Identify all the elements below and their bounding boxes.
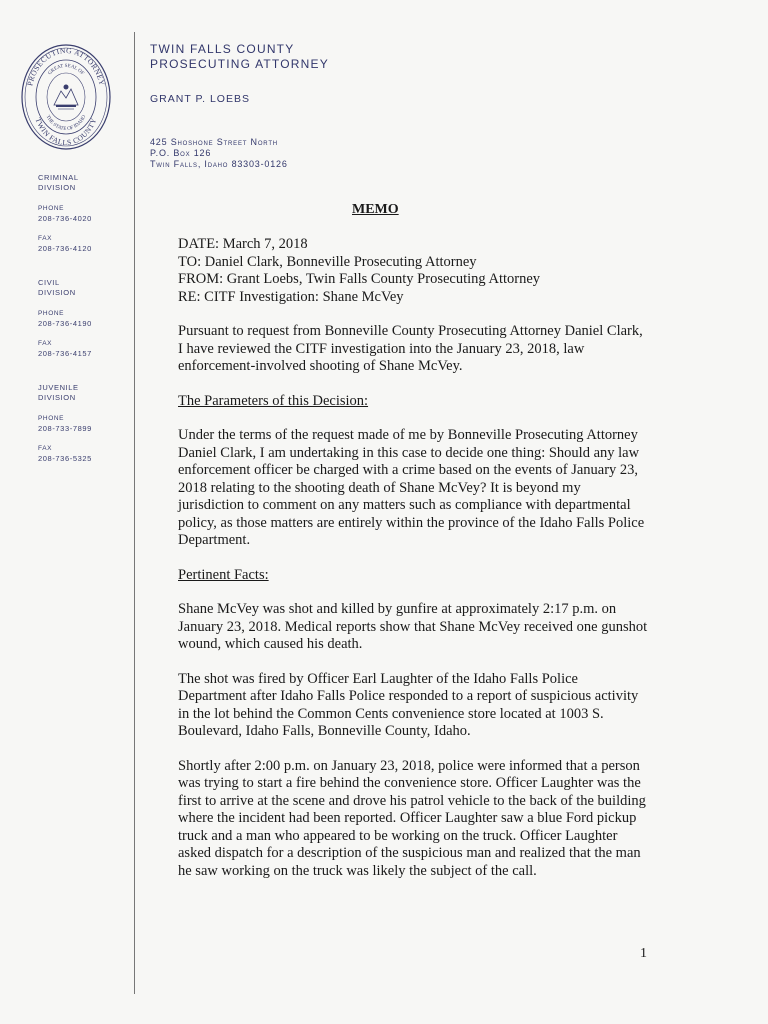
phone-number: 208-736-4020 (38, 214, 92, 223)
fax-label: FAX (38, 235, 53, 242)
juvenile-division-name (38, 383, 128, 403)
intro-paragraph: Pursuant to request from Bonneville County Prosecuting Attorney Daniel Clark, I have reviewed the CITF investigation into the January 23, 2018, law enforcement-involved shooting of Shane McVey. (178, 323, 643, 374)
fax-label: FAX (38, 445, 53, 452)
division-name-line1: CRIMINAL (38, 173, 79, 182)
facts-paragraph-1: Shane McVey was shot and killed by gunfire at approximately 2:17 p.m. on January 23, 2018. Medical reports show that Shane McVey received one gunshot wound, which caused his death. (178, 601, 648, 652)
criminal-phone (38, 204, 128, 224)
seal-emblem-icon (54, 85, 78, 110)
letterhead (150, 42, 329, 170)
address-line3: Twin Falls, Idaho 83303-0126 (150, 159, 288, 169)
division-name-line2: DIVISION (38, 183, 76, 192)
memo-from: FROM: Grant Loebs, Twin Falls County Prosecuting Attorney (178, 271, 541, 287)
seal-ring-bottom: TWIN FALLS COUNTY (33, 116, 99, 148)
memo-body (178, 236, 648, 880)
svg-text:GREAT SEAL OF (48, 64, 85, 76)
memo-date: DATE: March 7, 2018 (178, 236, 308, 252)
criminal-fax (38, 234, 128, 254)
division-name-line2: DIVISION (38, 393, 76, 402)
address-line1: 425 Shoshone Street North (150, 137, 278, 147)
margin-divider (134, 32, 135, 994)
office-name-line2: PROSECUTING ATTORNEY (150, 57, 329, 71)
division-sidebar (38, 173, 128, 474)
memo-title: MEMO (352, 202, 399, 217)
parameters-paragraph: Under the terms of the request made of me by Bonneville Prosecuting Attorney Daniel Clark, I am undertaking in this case to decide one thing: Should any law enforcement officer be charged with a crime based on the events of January 23, 2018 relating to the shooting death of Shane McVey? It is beyond my jurisdiction to comment on any matters such as compliance with departmental policy, as those matters are entirely within the province of the Idaho Falls Police Department. (178, 427, 645, 548)
civil-fax (38, 339, 128, 359)
office-name-line1: TWIN FALLS COUNTY (150, 42, 295, 56)
criminal-division-name (38, 173, 128, 193)
fax-number: 208-736-4157 (38, 349, 92, 358)
phone-label: PHONE (38, 415, 65, 422)
seal-ring-top: PROSECUTING ATTORNEY (25, 45, 107, 87)
fax-number: 208-736-5325 (38, 454, 92, 463)
page-number: 1 (640, 946, 647, 961)
phone-number: 208-736-4190 (38, 319, 92, 328)
facts-paragraph-3: Shortly after 2:00 p.m. on January 23, 2018, police were informed that a person was trying to start a fire behind the convenience store. Officer Laughter was the first to arrive at the scene and drove his patrol vehicle to the back of the building where the incident had been reported. Officer Laughter saw a blue Ford pickup truck and a man who appeared to be working on the truck. Officer Laughter asked dispatch for a description of the suspicious man and realized that the man he saw working on the truck was likely the subject of the call. (178, 757, 646, 879)
juvenile-fax (38, 444, 128, 464)
section-heading-parameters: The Parameters of this Decision: (178, 392, 369, 409)
civil-phone (38, 309, 128, 329)
attorney-name: GRANT P. LOEBS (150, 93, 250, 105)
phone-label: PHONE (38, 205, 65, 212)
civil-division-name (38, 278, 128, 298)
juvenile-phone (38, 414, 128, 434)
seal-inner-top: GREAT SEAL OF (47, 63, 85, 77)
memo-re: RE: CITF Investigation: Shane McVey (178, 288, 404, 305)
county-seal (20, 43, 112, 151)
address (150, 137, 329, 170)
address-line2: P.O. Box 126 (150, 148, 212, 158)
seal-inner-bottom: THE STATE OF IDAHO (44, 114, 88, 133)
memo-to: TO: Daniel Clark, Bonneville Prosecuting Attorney (178, 253, 477, 270)
section-heading-facts: Pertinent Facts: (178, 566, 269, 583)
phone-number: 208-733-7899 (38, 424, 92, 433)
phone-label: PHONE (38, 310, 65, 317)
division-name-line2: DIVISION (38, 288, 76, 297)
division-name-line1: JUVENILE (38, 383, 79, 392)
fax-label: FAX (38, 340, 53, 347)
facts-paragraph-2: The shot was fired by Officer Earl Laughter of the Idaho Falls Police Department after Idaho Falls Police responded to a report of suspicious activity in the lot behind the Common Cents convenience store located at 1003 S. Boulevard, Idaho Falls, Bonneville County, Idaho. (178, 670, 639, 739)
fax-number: 208-736-4120 (38, 244, 92, 253)
division-name-line1: CIVIL (38, 278, 60, 287)
